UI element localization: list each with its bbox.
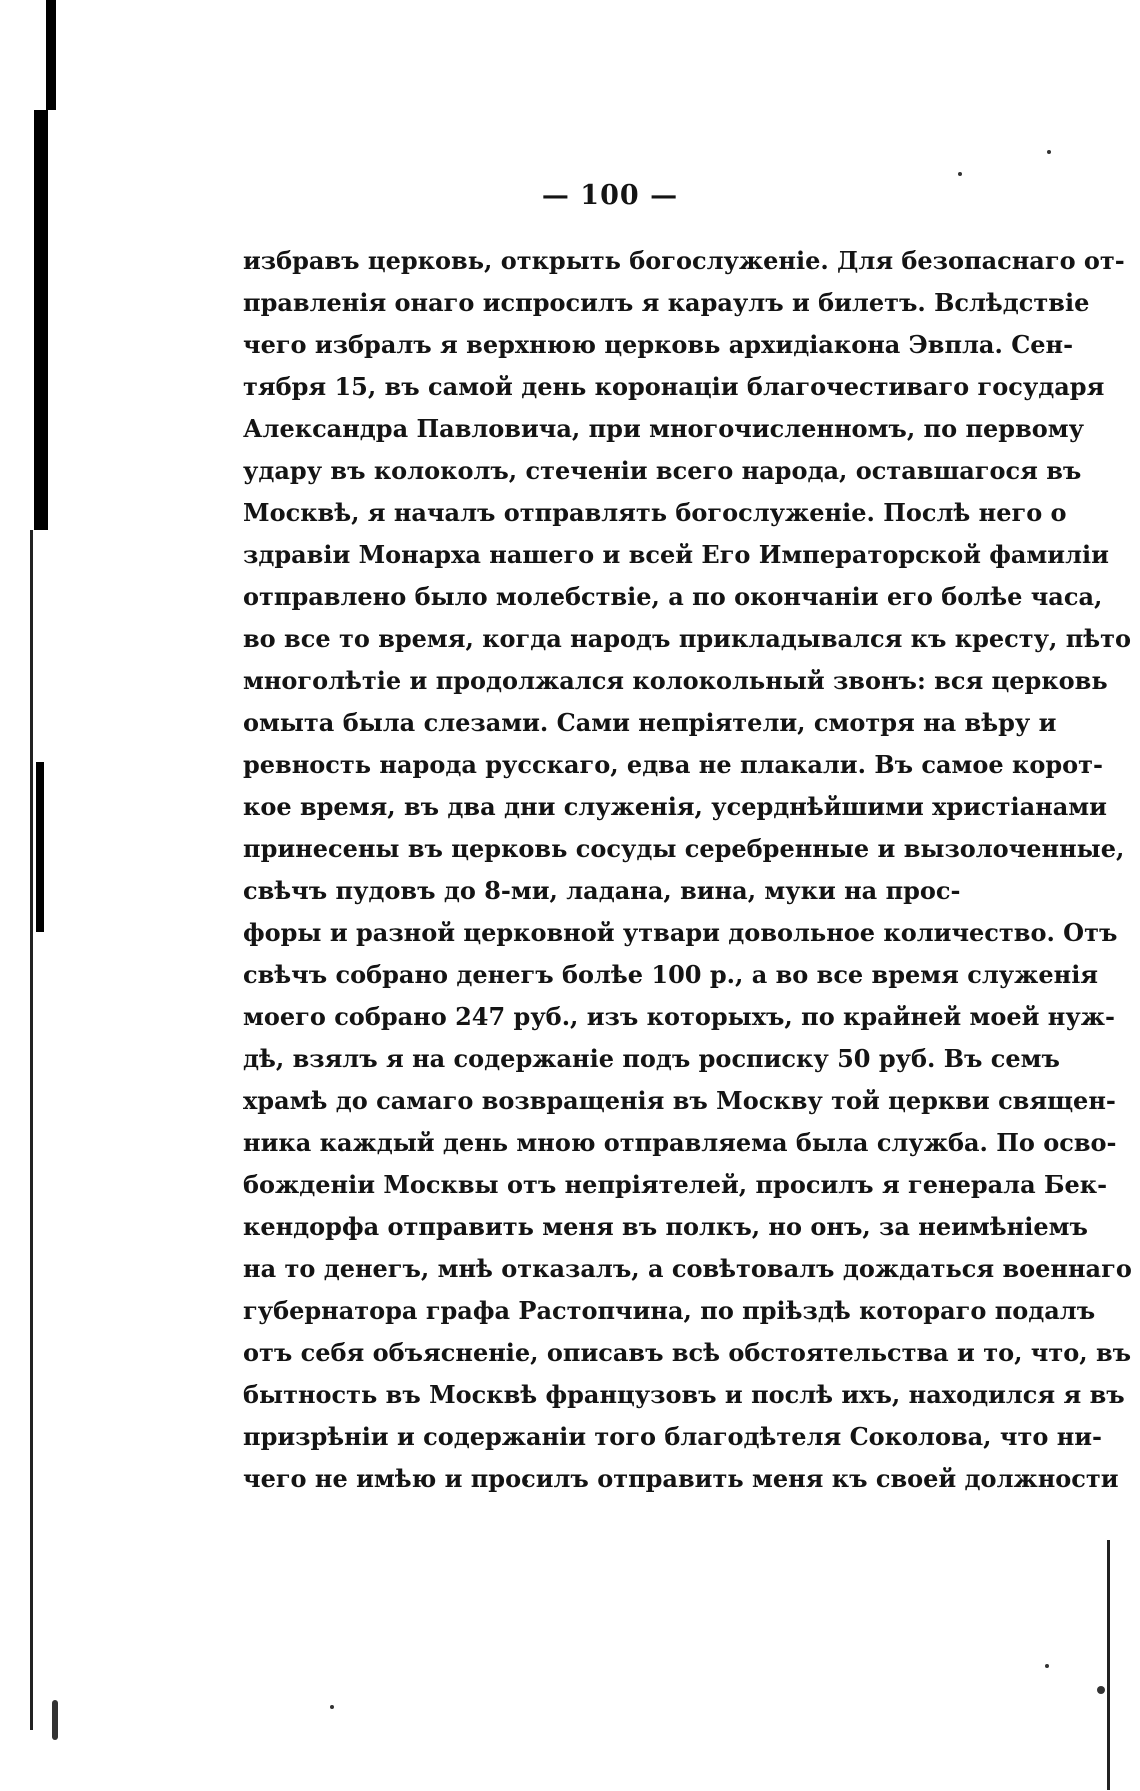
text-line: тября 15, въ самой день коронаціи благочестиваго государя <box>243 372 1105 401</box>
body-text <box>243 240 1132 1500</box>
text-line: бытность въ Москвѣ французовъ и послѣ ихъ, находился я въ <box>243 1380 1125 1409</box>
text-line: удару въ колоколъ, стеченіи всего народа, оставшагося въ <box>243 456 1082 485</box>
text-line: избравъ церковь, открыть богослуженіе. Для безопаснаго от- <box>243 246 1125 275</box>
text-line: форы и разной церковной утвари довольное количество. Отъ <box>243 918 1118 947</box>
scan-edge-shadow <box>46 0 56 110</box>
text-line: омыта была слезами. Сами непріятели, смотря на вѣру и <box>243 708 1057 737</box>
text-line: многолѣтіе и продолжался колокольный звонъ: вся церковь <box>243 666 1108 695</box>
text-line: правленія онаго испросилъ я караулъ и билетъ. Вслѣдствіе <box>243 288 1090 317</box>
text-line: призрѣніи и содержаніи того благодѣтеля Соколова, что ни- <box>243 1422 1103 1451</box>
text-line: кое время, въ два дни служенія, усерднѣйшими христіанами <box>243 792 1107 821</box>
text-line: храмѣ до самаго возвращенія въ Москву той церкви священ- <box>243 1086 1116 1115</box>
text-line: ника каждый день мною отправляема была служба. По осво- <box>243 1128 1117 1157</box>
text-line: чего избралъ я верхнюю церковь архидіакона Эвпла. Сен- <box>243 330 1074 359</box>
scan-speck <box>1045 1664 1049 1668</box>
text-line: Александра Павловича, при многочисленномъ, по первому <box>243 414 1084 443</box>
scan-edge-shadow <box>34 110 48 530</box>
scan-edge-line <box>30 530 33 1730</box>
scan-speck <box>330 1705 334 1709</box>
text-line: ревность народа русскаго, едва не плакали. Въ самое корот- <box>243 750 1103 779</box>
text-line: принесены въ церковь сосуды серебренные и вызолоченные, <box>243 834 1125 863</box>
text-line: здравіи Монарха нашего и всей Его Императорской фамиліи <box>243 540 1109 569</box>
text-line: моего собрано 247 руб., изъ которыхъ, по крайней моей нуж- <box>243 1002 1115 1031</box>
scan-edge-line <box>1107 1540 1110 1790</box>
scan-speck <box>52 1700 58 1740</box>
text-line: кендорфа отправить меня въ полкъ, но онъ, за неимѣніемъ <box>243 1212 1088 1241</box>
text-line: свѣчъ собрано денегъ болѣе 100 р., а во все время служенія <box>243 960 1099 989</box>
text-line: на то денегъ, мнѣ отказалъ, а совѣтовалъ дождаться военнаго <box>243 1254 1132 1283</box>
scan-speck <box>1097 1686 1105 1694</box>
text-line: свѣчъ пудовъ до 8-ми, ладана, вина, муки на прос- <box>243 876 961 905</box>
text-line: отъ себя объясненіе, описавъ всѣ обстоятельства и то, что, въ <box>243 1338 1132 1367</box>
text-line: губернатора графа Растопчина, по пріѣздѣ котораго подалъ <box>243 1296 1096 1325</box>
text-line: Москвѣ, я началъ отправлять богослуженіе. Послѣ него о <box>243 498 1067 527</box>
page-number: — 100 — <box>541 180 679 211</box>
scan-edge-shadow <box>36 762 44 932</box>
scan-speck <box>958 172 962 176</box>
text-line: чего не имѣю и просилъ отправить меня къ своей должности <box>243 1464 1119 1493</box>
text-line: божденіи Москвы отъ непріятелей, просилъ я генерала Бек- <box>243 1170 1108 1199</box>
scan-speck <box>1047 150 1051 154</box>
text-line: дѣ, взялъ я на содержаніе подъ росписку 50 руб. Въ семъ <box>243 1044 1060 1073</box>
text-line: во все то время, когда народъ прикладывался къ кресту, пѣто <box>243 624 1132 653</box>
text-line: отправлено было молебствіе, а по окончаніи его болѣе часа, <box>243 582 1103 611</box>
